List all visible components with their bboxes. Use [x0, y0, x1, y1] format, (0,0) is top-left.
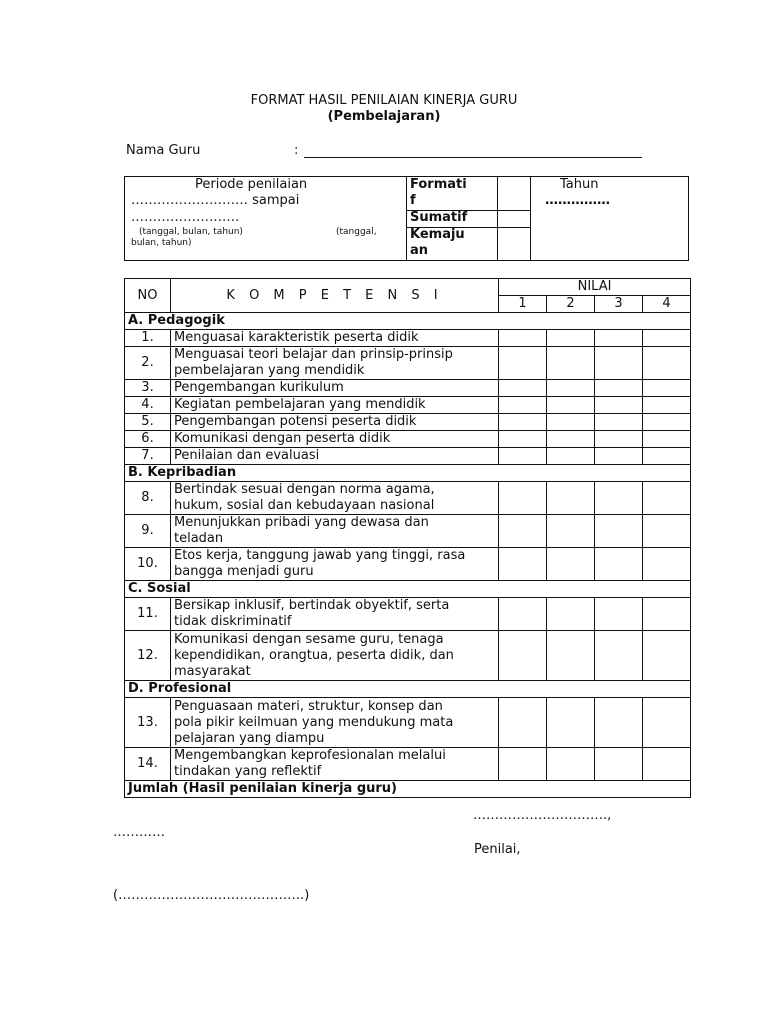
kompetensi-text: Mengembangkan keprofesionalan melalui — [174, 748, 446, 763]
kompetensi-text: tindakan yang reflektif — [174, 764, 322, 779]
row-kompetensi — [171, 431, 499, 448]
nilai-cell[interactable] — [499, 515, 547, 548]
periode-note-right: (tanggal, — [336, 227, 377, 237]
row-kompetensi — [171, 448, 499, 465]
row-no: 14. — [125, 748, 171, 781]
kompetensi-text: Penguasaan materi, struktur, konsep dan — [174, 698, 443, 714]
nilai-cell[interactable] — [595, 397, 643, 414]
place-date: …………………………., — [473, 808, 612, 823]
nilai-cell[interactable] — [643, 482, 691, 515]
nilai-cell[interactable] — [643, 431, 691, 448]
kompetensi-text: Etos kerja, tanggung jawab yang tinggi, rasa — [174, 548, 466, 563]
category-sosial: C. Sosial — [125, 581, 691, 598]
table-row — [125, 330, 691, 347]
jumlah-row: Jumlah (Hasil penilaian kinerja guru) — [125, 781, 691, 798]
nilai-cell[interactable] — [643, 515, 691, 548]
row-kompetensi — [171, 347, 499, 380]
kompetensi-text: tidak diskriminatif — [174, 614, 292, 629]
nilai-cell[interactable] — [547, 631, 595, 681]
nilai-cell[interactable] — [499, 698, 547, 748]
table-row — [125, 548, 691, 581]
nilai-cell[interactable] — [643, 631, 691, 681]
row-no: 11. — [125, 598, 171, 631]
nilai-cell[interactable] — [547, 548, 595, 581]
table-row — [125, 698, 691, 748]
nilai-cell[interactable] — [547, 448, 595, 465]
nilai-cell[interactable] — [643, 598, 691, 631]
kompetensi-text: Menguasai karakteristik peserta didik — [174, 330, 419, 345]
kompetensi-text: masyarakat — [174, 663, 251, 679]
row-kompetensi — [171, 397, 499, 414]
nilai-cell[interactable] — [643, 380, 691, 397]
penilai-name-line: (…………………………………….) — [113, 888, 310, 903]
nilai-cell[interactable] — [643, 748, 691, 781]
nilai-cell[interactable] — [643, 698, 691, 748]
table-row — [125, 598, 691, 631]
periode-note-left: (tanggal, bulan, tahun) — [139, 227, 243, 237]
nama-guru-label: Nama Guru — [126, 143, 201, 158]
header-nilai-1: 1 — [499, 296, 547, 313]
row-kompetensi — [171, 515, 499, 548]
nilai-cell[interactable] — [595, 482, 643, 515]
kompetensi-text: Penilaian dan evaluasi — [174, 448, 320, 463]
nilai-cell[interactable] — [499, 548, 547, 581]
nilai-cell[interactable] — [595, 515, 643, 548]
row-no: 13. — [125, 698, 171, 748]
row-kompetensi — [171, 380, 499, 397]
nilai-cell[interactable] — [643, 548, 691, 581]
periode-end: ……………………. — [131, 210, 240, 225]
place-date-cont: ………… — [113, 825, 165, 840]
table-row — [125, 448, 691, 465]
nilai-cell[interactable] — [595, 698, 643, 748]
penilai-label: Penilai, — [474, 842, 521, 857]
nilai-cell[interactable] — [643, 397, 691, 414]
kompetensi-text: pembelajaran yang mendidik — [174, 363, 365, 378]
nilai-cell[interactable] — [547, 515, 595, 548]
kemajuan-label-wrap: an — [410, 243, 429, 258]
nilai-cell[interactable] — [547, 482, 595, 515]
periode-label: Periode penilaian — [195, 177, 308, 192]
nilai-cell[interactable] — [595, 380, 643, 397]
nilai-cell[interactable] — [547, 431, 595, 448]
kompetensi-text: bangga menjadi guru — [174, 564, 314, 579]
nilai-cell[interactable] — [595, 598, 643, 631]
nilai-cell[interactable] — [595, 347, 643, 380]
nilai-cell[interactable] — [595, 448, 643, 465]
nilai-cell[interactable] — [595, 548, 643, 581]
nilai-cell[interactable] — [499, 431, 547, 448]
nilai-cell[interactable] — [595, 431, 643, 448]
kompetensi-text: Menguasai teori belajar dan prinsip-prinsip — [174, 347, 453, 362]
row-no: 2. — [125, 347, 171, 380]
tahun-value: …………… — [545, 193, 610, 208]
row-no: 4. — [125, 397, 171, 414]
table-row — [125, 397, 691, 414]
kompetensi-text: Bersikap inklusif, bertindak obyektif, serta — [174, 598, 450, 613]
row-no: 12. — [125, 631, 171, 681]
row-kompetensi — [171, 414, 499, 431]
nilai-cell[interactable] — [499, 330, 547, 347]
table-row — [125, 431, 691, 448]
kompetensi-text: pelajaran yang diampu — [174, 730, 325, 746]
table-row — [125, 631, 691, 681]
nilai-cell[interactable] — [547, 347, 595, 380]
nilai-cell[interactable] — [547, 698, 595, 748]
nilai-cell[interactable] — [595, 330, 643, 347]
kompetensi-text: teladan — [174, 531, 224, 546]
periode-note-wrap: bulan, tahun) — [131, 238, 192, 248]
row-no: 8. — [125, 482, 171, 515]
row-kompetensi — [171, 598, 499, 631]
nilai-cell[interactable] — [547, 598, 595, 631]
category-kepribadian: B. Kepribadian — [125, 465, 691, 482]
row-kompetensi — [171, 548, 499, 581]
nilai-cell[interactable] — [547, 380, 595, 397]
nama-guru-colon: : — [294, 143, 299, 158]
nilai-cell[interactable] — [499, 598, 547, 631]
header-nilai-2: 2 — [547, 296, 595, 313]
nilai-cell[interactable] — [499, 414, 547, 431]
row-no: 3. — [125, 380, 171, 397]
row-no: 9. — [125, 515, 171, 548]
row-kompetensi — [171, 748, 499, 781]
nilai-cell[interactable] — [595, 748, 643, 781]
nilai-cell[interactable] — [547, 330, 595, 347]
nilai-cell[interactable] — [643, 414, 691, 431]
table-row — [125, 347, 691, 380]
table-row — [125, 482, 691, 515]
tahun-label: Tahun — [560, 177, 599, 192]
row-kompetensi — [171, 482, 499, 515]
category-profesional: D. Profesional — [125, 681, 691, 698]
kemajuan-label: Kemaju — [410, 227, 465, 242]
sumatif-label: Sumatif — [410, 210, 468, 225]
nilai-cell[interactable] — [499, 448, 547, 465]
kompetensi-text: Komunikasi dengan sesame guru, tenaga — [174, 631, 444, 647]
kompetensi-text: Menunjukkan pribadi yang dewasa dan — [174, 515, 429, 530]
header-nilai: NILAI — [499, 279, 691, 296]
row-no: 6. — [125, 431, 171, 448]
table-row — [125, 515, 691, 548]
row-no: 10. — [125, 548, 171, 581]
nilai-cell[interactable] — [547, 748, 595, 781]
header-nilai-3: 3 — [595, 296, 643, 313]
table-row — [125, 380, 691, 397]
nama-guru-field[interactable] — [304, 157, 642, 158]
kompetensi-text: Pengembangan kurikulum — [174, 380, 344, 395]
row-kompetensi — [171, 631, 499, 681]
table-row — [125, 748, 691, 781]
category-pedagogik: A. Pedagogik — [125, 313, 691, 330]
kompetensi-text: Bertindak sesuai dengan norma agama, — [174, 482, 435, 497]
kompetensi-text: Pengembangan potensi peserta didik — [174, 414, 417, 429]
nilai-cell[interactable] — [595, 631, 643, 681]
kompetensi-text: pola pikir keilmuan yang mendukung mata — [174, 714, 454, 730]
document-subtitle: (Pembelajaran) — [327, 109, 441, 124]
header-kompetensi: K O M P E T E N S I — [171, 279, 499, 313]
document-title: FORMAT HASIL PENILAIAN KINERJA GURU — [250, 93, 518, 108]
nilai-cell[interactable] — [547, 414, 595, 431]
kompetensi-text: hukum, sosial dan kebudayaan nasional — [174, 498, 435, 513]
row-kompetensi — [171, 698, 499, 748]
row-no: 1. — [125, 330, 171, 347]
formatif-label-wrap: f — [410, 193, 416, 208]
kompetensi-text: Komunikasi dengan peserta didik — [174, 431, 391, 446]
nilai-cell[interactable] — [499, 347, 547, 380]
kompetensi-text: kependidikan, orangtua, peserta didik, dan — [174, 647, 454, 663]
nilai-cell[interactable] — [547, 397, 595, 414]
header-no: NO — [125, 279, 171, 313]
header-nilai-4: 4 — [643, 296, 691, 313]
nilai-cell[interactable] — [499, 748, 547, 781]
nilai-cell[interactable] — [643, 347, 691, 380]
nilai-cell[interactable] — [499, 380, 547, 397]
row-no: 7. — [125, 448, 171, 465]
nilai-cell[interactable] — [499, 482, 547, 515]
row-kompetensi — [171, 330, 499, 347]
nilai-cell[interactable] — [595, 414, 643, 431]
nilai-cell[interactable] — [499, 397, 547, 414]
kompetensi-text: Kegiatan pembelajaran yang mendidik — [174, 397, 426, 412]
table-row — [125, 414, 691, 431]
periode-start: ……………………… sampai — [131, 193, 300, 208]
periode-box — [124, 176, 689, 261]
nilai-cell[interactable] — [643, 330, 691, 347]
kompetensi-table — [124, 278, 691, 798]
nilai-cell[interactable] — [499, 631, 547, 681]
nilai-cell[interactable] — [643, 448, 691, 465]
row-no: 5. — [125, 414, 171, 431]
formatif-label: Formati — [410, 177, 467, 192]
